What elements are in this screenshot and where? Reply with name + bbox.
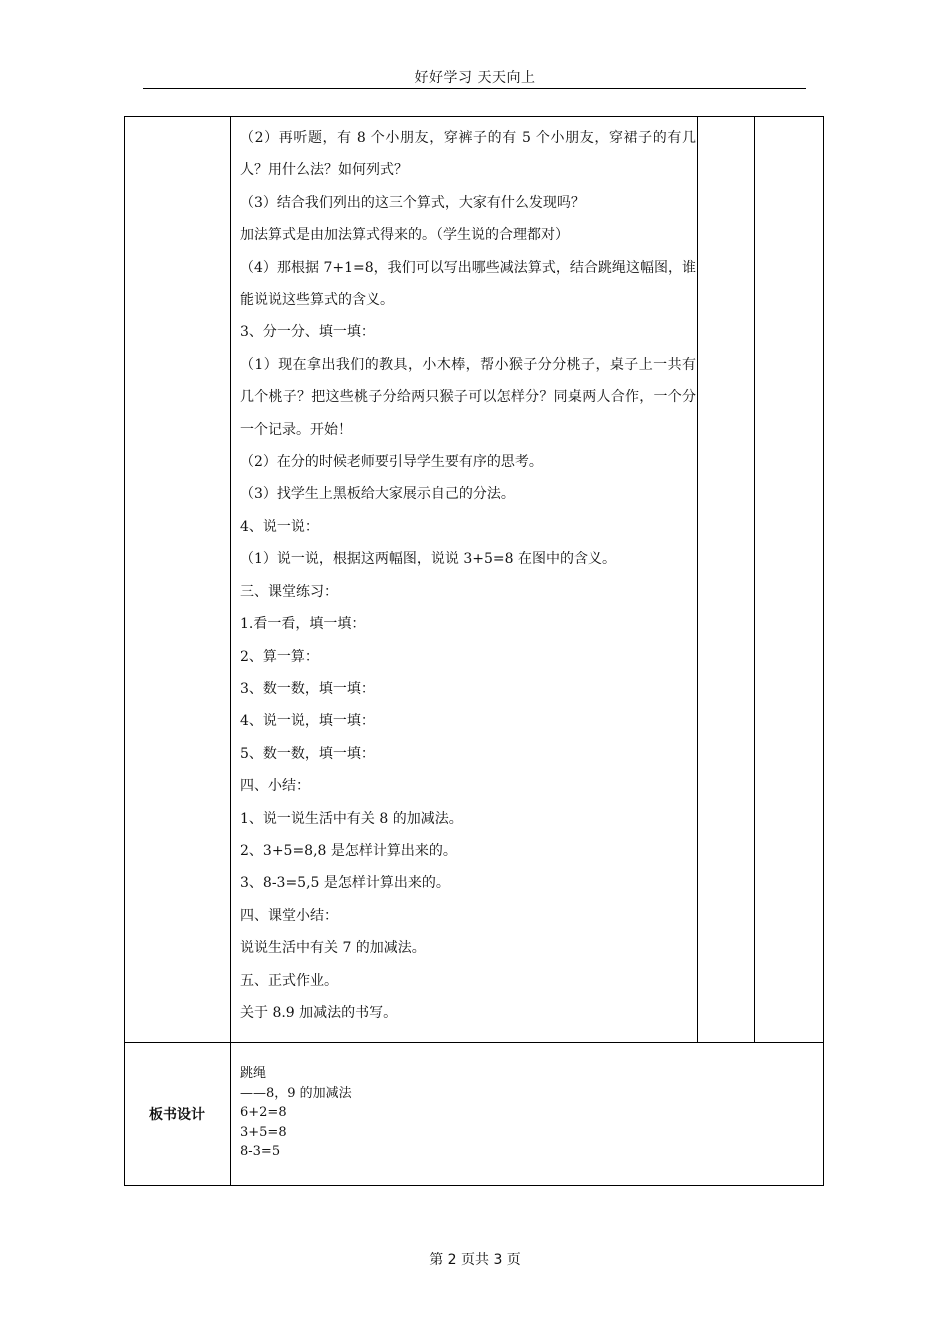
board-line: 8-3=5 bbox=[240, 1144, 281, 1159]
paragraph: （2）在分的时候老师要引导学生要有序的思考。 bbox=[240, 454, 543, 471]
paragraph: 4、说一说，填一填： bbox=[240, 713, 375, 730]
paragraph: 3、分一分、填一填： bbox=[240, 324, 375, 341]
paragraph: 5、数一数，填一填： bbox=[240, 745, 375, 762]
table-column-divider bbox=[697, 116, 698, 1042]
table-row-divider bbox=[124, 1042, 824, 1043]
paragraph: （3）找学生上黑板给大家展示自己的分法。 bbox=[240, 486, 515, 503]
paragraph: 关于 8.9 加减法的书写。 bbox=[240, 1004, 398, 1021]
paragraph: （3）结合我们列出的这三个算式，大家有什么发现吗？ bbox=[240, 194, 585, 211]
paragraph: 3、数一数，填一填： bbox=[240, 680, 375, 697]
page-footer: 第 2 页共 3 页 bbox=[429, 1252, 521, 1268]
paragraph: （2）再听题，有 8 个小朋友，穿裤子的有 5 个小朋友，穿裙子的有几人？用什么法？如何列式？ bbox=[240, 130, 696, 179]
paragraph: （4）那根据 7+1=8，我们可以写出哪些减法算式，结合跳绳这幅图，谁能说说这些算式的含义。 bbox=[240, 259, 696, 309]
paragraph: 2、3+5=8,8 是怎样计算出来的。 bbox=[240, 842, 457, 859]
board-design-label: 板书设计 bbox=[149, 1107, 205, 1123]
paragraph: （1）现在拿出我们的教具，小木棒，帮小猴子分分桃子，桌子上一共有几个桃子？把这些桃子分给两只猴子可以怎样分？同桌两人合作，一个分一个记录。开始！ bbox=[240, 356, 696, 438]
board-line: 6+2=8 bbox=[240, 1105, 287, 1120]
paragraph: 2、算一算： bbox=[240, 648, 319, 665]
paragraph: 四、小结： bbox=[240, 778, 310, 795]
paragraph: 4、说一说： bbox=[240, 518, 319, 535]
paragraph: 五、正式作业。 bbox=[240, 972, 338, 989]
board-line: 跳绳 bbox=[240, 1066, 267, 1081]
board-design-content bbox=[240, 1064, 352, 1162]
paragraph: 说说生活中有关 7 的加减法。 bbox=[240, 940, 426, 957]
board-line: 3+5=8 bbox=[240, 1124, 287, 1140]
paragraph: 1.看一看，填一填： bbox=[240, 616, 366, 633]
paragraph: 3、8-3=5,5 是怎样计算出来的。 bbox=[240, 875, 450, 892]
paragraph: 1、说一说生活中有关 8 的加减法。 bbox=[240, 810, 463, 827]
table-column-divider bbox=[754, 116, 755, 1042]
lesson-content bbox=[240, 122, 696, 1029]
paragraph: 三、课堂练习： bbox=[240, 583, 338, 600]
paragraph: 四、课堂小结： bbox=[240, 907, 338, 924]
paragraph: 加法算式是由加法算式得来的。（学生说的合理都对） bbox=[240, 227, 569, 244]
paragraph: （1）说一说，根据这两幅图，说说 3+5=8 在图中的含义。 bbox=[240, 551, 616, 568]
table-column-divider bbox=[230, 116, 231, 1185]
page-header: 好好学习 天天向上 bbox=[414, 70, 536, 86]
board-line: ——8，9 的加减法 bbox=[240, 1085, 352, 1101]
header-rule bbox=[143, 88, 806, 89]
